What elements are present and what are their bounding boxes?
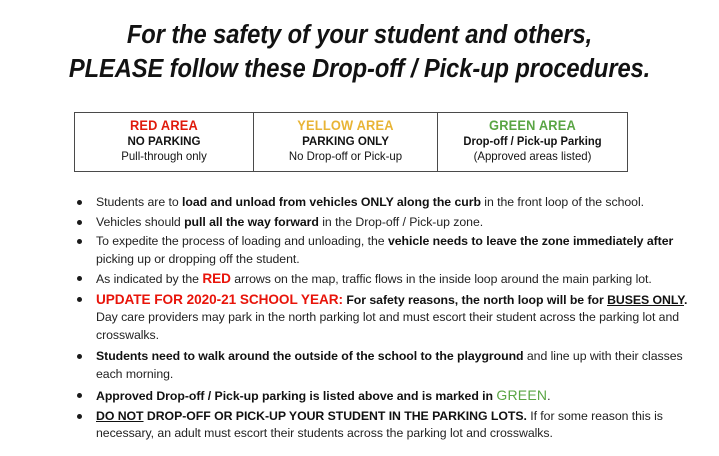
bullet-dot-icon xyxy=(77,393,82,398)
bullet-span-normal: As indicated by the xyxy=(96,272,203,286)
bullet-leave-zone-immediately xyxy=(72,233,712,268)
bullet-span-normal: Students are to xyxy=(96,195,183,209)
bullet-dot-icon xyxy=(77,200,82,205)
bullet-span-bold: . xyxy=(684,292,688,307)
bullet-span-normal: and line up with their classes each morning. xyxy=(96,349,683,381)
bullet-span-bold: vehicle needs to leave the zone immediately after xyxy=(387,234,674,248)
bullet-span-normal: picking up or dropping off the student. xyxy=(96,251,300,266)
title-line-2: PLEASE follow these Drop-off / Pick-up procedures. xyxy=(68,55,651,83)
area-column-red xyxy=(75,113,254,171)
bullet-span-normal: in the Drop-off / Pick-up zone. xyxy=(318,214,484,229)
title-line-1: For the safety of your student and others, xyxy=(126,21,593,49)
bullet-span-green: GREEN xyxy=(496,387,548,403)
bullet-text xyxy=(96,214,712,232)
area-column-yellow xyxy=(254,113,438,171)
bullet-dot-icon xyxy=(77,220,82,225)
area-yellow-line2: PARKING ONLY xyxy=(302,134,389,148)
bullet-span-normal: Vehicles should xyxy=(96,214,185,229)
area-red-line2: NO PARKING xyxy=(127,134,201,148)
bullet-do-not-parking-lots xyxy=(72,408,712,443)
bullet-span-bold: Students need to walk around the outside of the school to the playground xyxy=(96,349,524,363)
bullet-dot-icon xyxy=(77,239,82,244)
bullet-dot-icon xyxy=(77,414,82,419)
bullet-text xyxy=(96,291,712,345)
area-column-green xyxy=(438,113,627,171)
page-title xyxy=(0,18,719,86)
bullet-span-normal: If for some reason this is necessary, an adult must escort their students across the parking lot and crosswalks. xyxy=(96,408,663,440)
bullet-text xyxy=(96,233,712,268)
bullet-span-normal: . xyxy=(547,389,551,403)
bullet-span-red-large: RED xyxy=(202,271,231,286)
area-red-heading: RED AREA xyxy=(129,118,199,133)
area-yellow-heading: YELLOW AREA xyxy=(297,118,394,133)
bullet-text xyxy=(96,387,712,406)
bullet-span-bold-underline: BUSES ONLY xyxy=(607,292,685,307)
area-red-line3: Pull-through only xyxy=(121,149,207,163)
bullet-span-normal: arrows on the map, traffic flows in the inside loop around the main parking lot. xyxy=(230,272,652,286)
bullet-span-bold: Approved Drop-off / Pick-up parking is listed above and is marked in xyxy=(96,389,497,403)
area-yellow-line3: No Drop-off or Pick-up xyxy=(288,149,403,163)
bullet-text xyxy=(96,270,712,289)
bullet-span-normal: Day care providers may park in the north parking lot and must escort their student across the parking lot and crosswalks. xyxy=(96,310,680,342)
bullet-red-arrows-traffic-flow xyxy=(72,270,712,289)
bullet-load-unload-curb xyxy=(72,194,712,212)
bullet-dot-icon xyxy=(77,354,82,359)
bullet-span-red-large: UPDATE FOR 2020-21 SCHOOL YEAR: xyxy=(96,291,343,307)
bullet-span-normal: in the front loop of the school. xyxy=(480,195,645,209)
bullet-approved-parking-green xyxy=(72,387,712,406)
bullet-walk-outside-to-playground xyxy=(72,348,712,383)
area-legend-table xyxy=(74,112,628,172)
bullet-span-bold: For safety reasons, the north loop will be for xyxy=(342,292,608,307)
bullet-text xyxy=(96,408,712,443)
area-green-line3: (Approved areas listed) xyxy=(473,149,592,163)
procedures-bullet-list xyxy=(72,194,712,447)
bullet-span-bold: pull all the way forward xyxy=(184,214,319,229)
bullet-span-normal: To expedite the process of loading and unloading, the xyxy=(96,234,388,248)
bullet-span-bold-underline: DO NOT xyxy=(96,408,144,423)
bullet-dot-icon xyxy=(77,276,82,281)
area-green-line2: Drop-off / Pick-up Parking xyxy=(463,134,602,148)
bullet-dot-icon xyxy=(77,297,82,302)
bullet-text xyxy=(96,194,712,212)
bullet-span-bold: DROP-OFF OR PICK-UP YOUR STUDENT IN THE PARKING LOTS. xyxy=(143,408,527,423)
bullet-text xyxy=(96,348,712,383)
bullet-pull-forward xyxy=(72,214,712,232)
bullet-update-2020-21-buses-only xyxy=(72,291,712,345)
bullet-span-bold: load and unload from vehicles ONLY along the curb xyxy=(182,195,481,209)
area-green-heading: GREEN AREA xyxy=(489,118,576,133)
